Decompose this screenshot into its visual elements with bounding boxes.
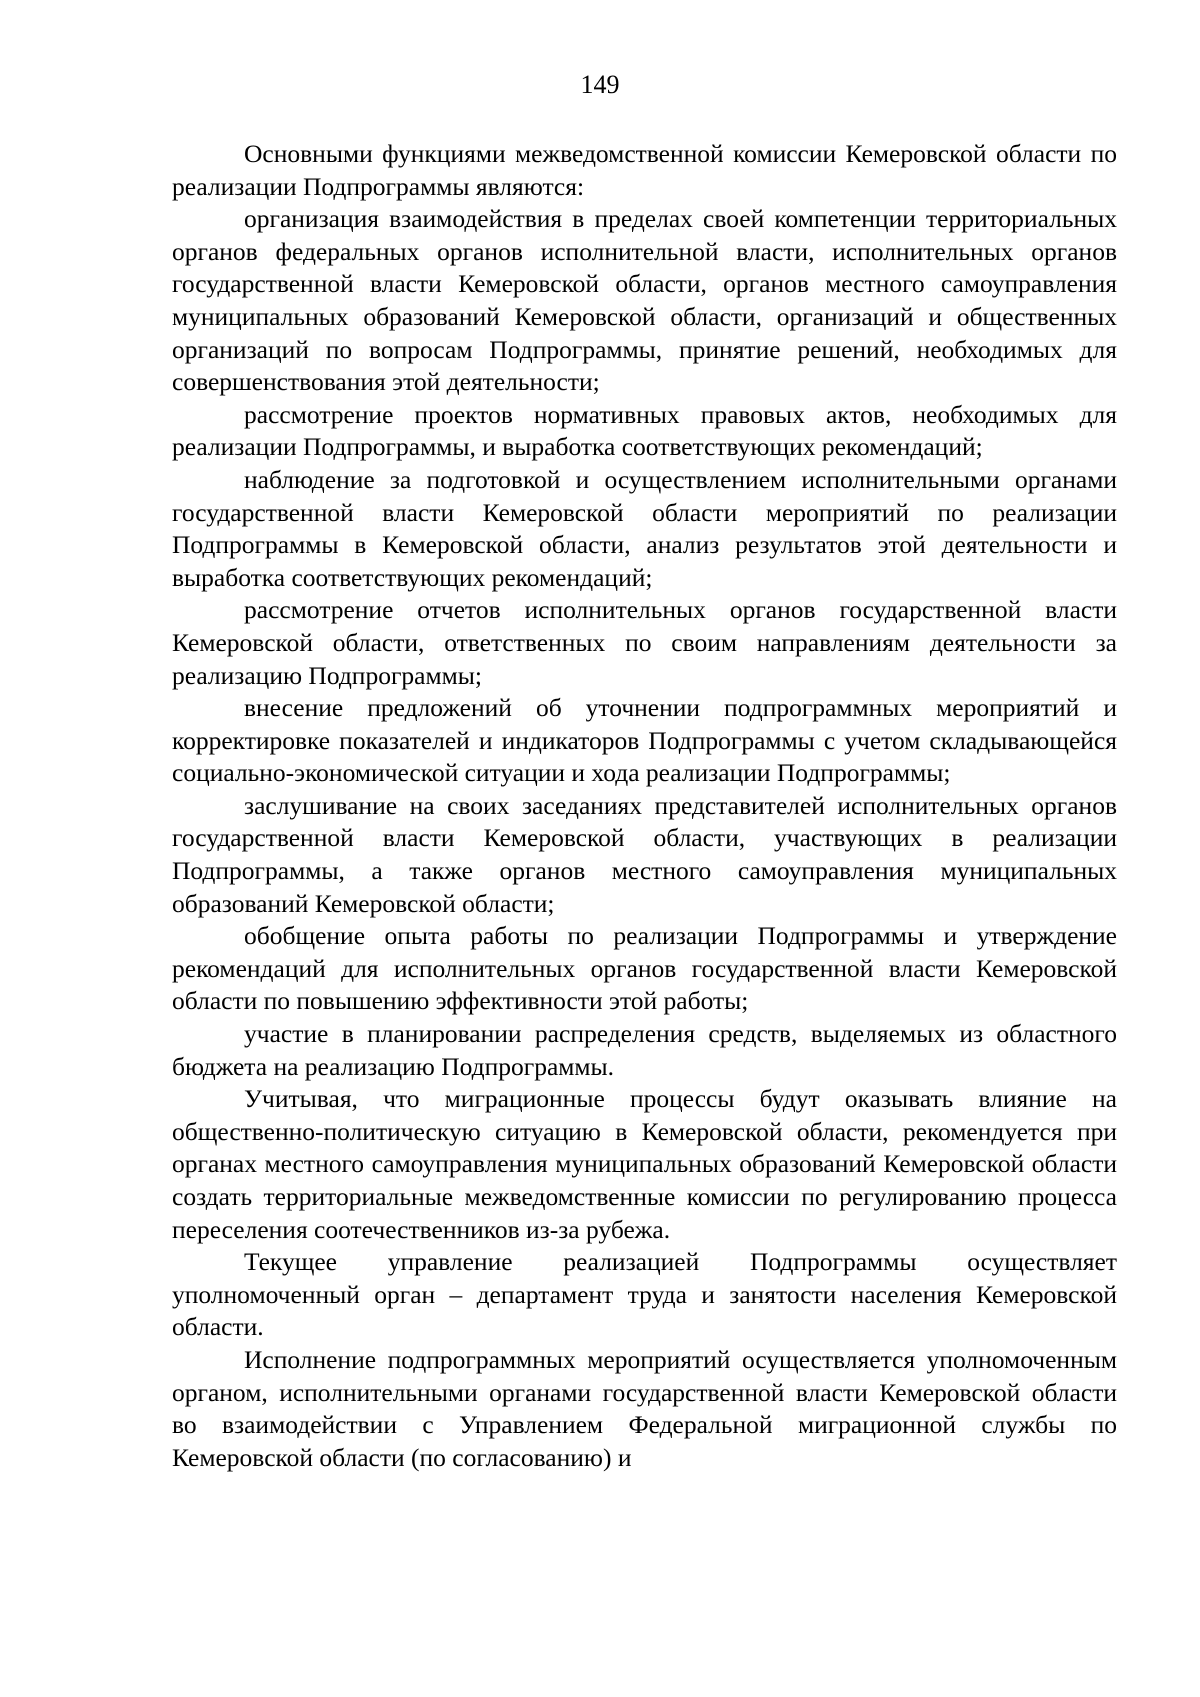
paragraph-item-proposals: внесение предложений об уточнении подпрограммных мероприятий и корректировке показателей и индикаторов Подпрограммы с учетом складывающейся социально-экономической ситуации и хода реализации Подпрограммы; (172, 693, 1117, 788)
paragraph-intro: Основными функциями межведомственной комиссии Кемеровской области по реализации Подпрограммы являются: (172, 139, 1117, 201)
paragraph-item-experience: обобщение опыта работы по реализации Подпрограммы и утверждение рекомендаций для исполнительных органов государственной власти Кемеровской области по повышению эффективности этой работы; (172, 921, 1117, 1016)
paragraph-item-budget: участие в планировании распределения средств, выделяемых из областного бюджета на реализацию Подпрограммы. (172, 1019, 1117, 1081)
document-body (172, 138, 1117, 1474)
paragraph-current-management: Текущее управление реализацией Подпрограммы осуществляет уполномоченный орган – департамент труда и занятости населения Кемеровской области. (172, 1247, 1117, 1342)
paragraph-item-interaction: организация взаимодействия в пределах своей компетенции территориальных органов федеральных органов исполнительной власти, исполнительных органов государственной власти Кемеровской области, органов местного самоуправления муниципальных образований Кемеровской области, организаций и общественных организаций по вопросам Подпрограммы, принятие решений, необходимых для совершенствования этой деятельности; (172, 204, 1117, 397)
paragraph-item-draft-acts: рассмотрение проектов нормативных правовых актов, необходимых для реализации Подпрограммы, и выработка соответствующих рекомендаций; (172, 399, 1117, 462)
page-number: 149 (580, 70, 620, 99)
paragraph-migration-commissions: Учитывая, что миграционные процессы будут оказывать влияние на общественно-политическую ситуацию в Кемеровской области, рекомендуется при органах местного самоуправления муниципальных образований Кемеровской области создать территориальные межведомственные комиссии по регулированию процесса переселения соотечественников из-за рубежа. (172, 1084, 1117, 1244)
paragraph-execution: Исполнение подпрограммных мероприятий осуществляется уполномоченным органом, исполнительными органами государственной власти Кемеровской области во взаимодействии с Управлением Федеральной миграционной службы по Кемеровской области (по согласованию) и (172, 1344, 1117, 1472)
paragraph-item-hearings: заслушивание на своих заседаниях представителей исполнительных органов государственной власти Кемеровской области, участвующих в реализации Подпрограммы, а также органов местного самоуправления муниципальных образований Кемеровской области; (172, 790, 1117, 918)
paragraph-item-reports: рассмотрение отчетов исполнительных органов государственной власти Кемеровской области, ответственных по своим направлениям деятельности за реализацию Подпрограммы; (172, 595, 1117, 690)
paragraph-item-monitoring: наблюдение за подготовкой и осуществлением исполнительными органами государственной власти Кемеровской области мероприятий по реализации Подпрограммы в Кемеровской области, анализ результатов этой деятельности и выработка соответствующих рекомендаций; (172, 464, 1117, 592)
